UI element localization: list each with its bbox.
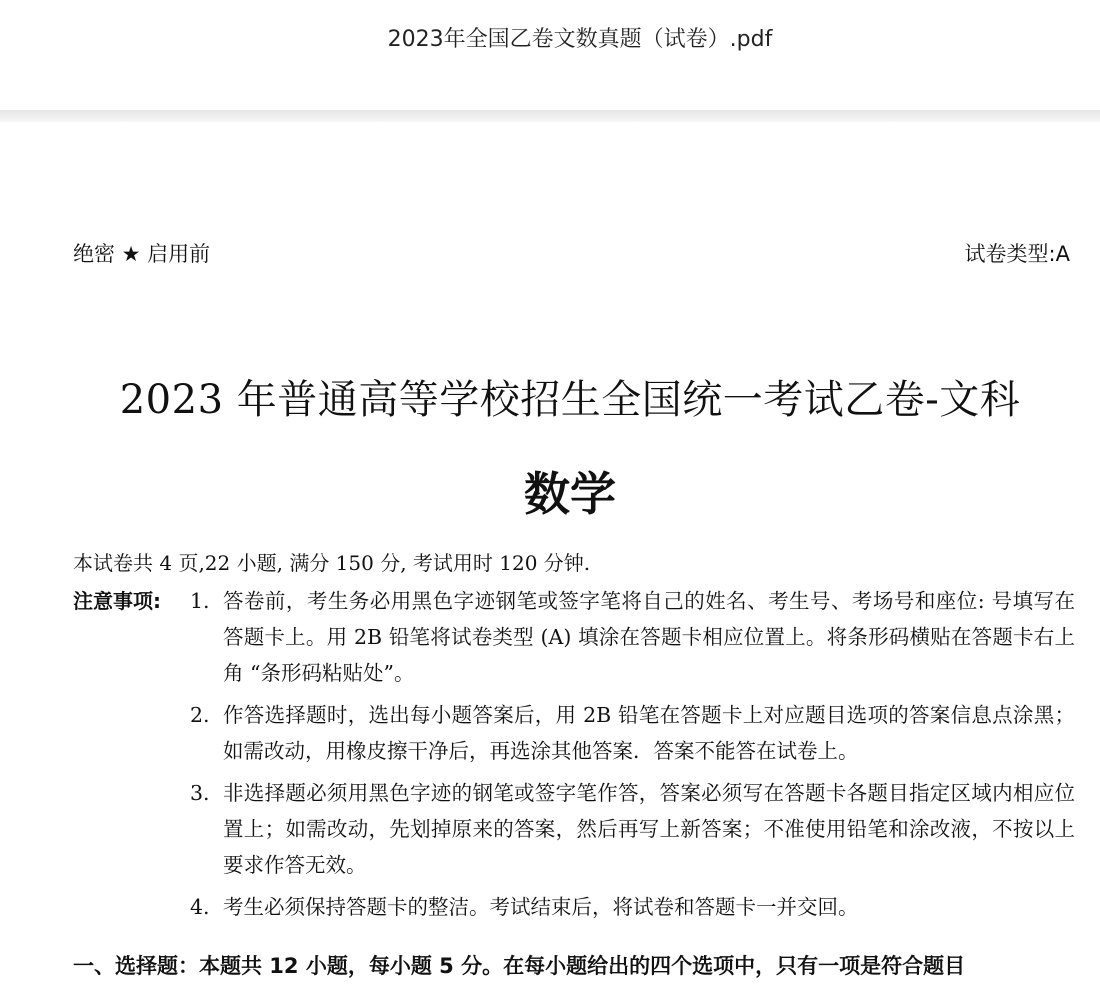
pdf-page[interactable] [0, 122, 1100, 990]
confidential-label: 绝密 ★ 启用前 [73, 242, 211, 266]
note-number: 1. [190, 589, 210, 613]
note-number: 3. [190, 781, 210, 805]
paper-type-label: 试卷类型:A [964, 242, 1070, 266]
note-item [190, 697, 1075, 769]
section-heading: 一、选择题：本题共 12 小题，每小题 5 分。在每小题给出的四个选项中，只有一项是符合题目 [73, 954, 966, 978]
note-number: 4. [190, 895, 210, 919]
exam-title: 2023 年普通高等学校招生全国统一考试乙卷-文科 [119, 377, 1021, 423]
document-title: 2023年全国乙卷文数真题（试卷）.pdf [387, 27, 773, 52]
subject-title: 数学 [524, 467, 616, 521]
note-number: 2. [190, 703, 210, 727]
note-text: 作答选择题时，选出每小题答案后，用 2B 铅笔在答题卡上对应题目选项的答案信息点涂黑；如需改动，用橡皮擦干净后，再选涂其他答案．答案不能答在试卷上。 [223, 703, 1075, 763]
exam-intro: 本试卷共 4 页,22 小题, 满分 150 分, 考试用时 120 分钟. [73, 551, 591, 575]
note-item [190, 889, 1075, 925]
note-text: 答卷前，考生务必用黑色字迹钢笔或签字笔将自己的姓名、考生号、考场号和座位: 号填写在答题卡上。用 2B 铅笔将试卷类型 (A) 填涂在答题卡相应位置上。将条形码横贴在答题卡右上角 “条形码粘贴处”。 [223, 589, 1075, 685]
note-text: 非选择题必须用黑色字迹的钢笔或签字笔作答，答案必须写在答题卡各题目指定区域内相应位置上；如需改动，先划掉原来的答案，然后再写上新答案；不准使用铅笔和涂改液，不按以上要求作答无效。 [223, 781, 1075, 877]
note-text: 考生必须保持答题卡的整洁。考试结束后，将试卷和答题卡一并交回。 [223, 895, 859, 919]
notes-list [190, 583, 1075, 931]
note-item [190, 583, 1075, 691]
toolbar-divider [0, 110, 1100, 122]
notes-label: 注意事项: [73, 589, 161, 613]
viewer-toolbar [0, 0, 1100, 110]
note-item [190, 775, 1075, 883]
